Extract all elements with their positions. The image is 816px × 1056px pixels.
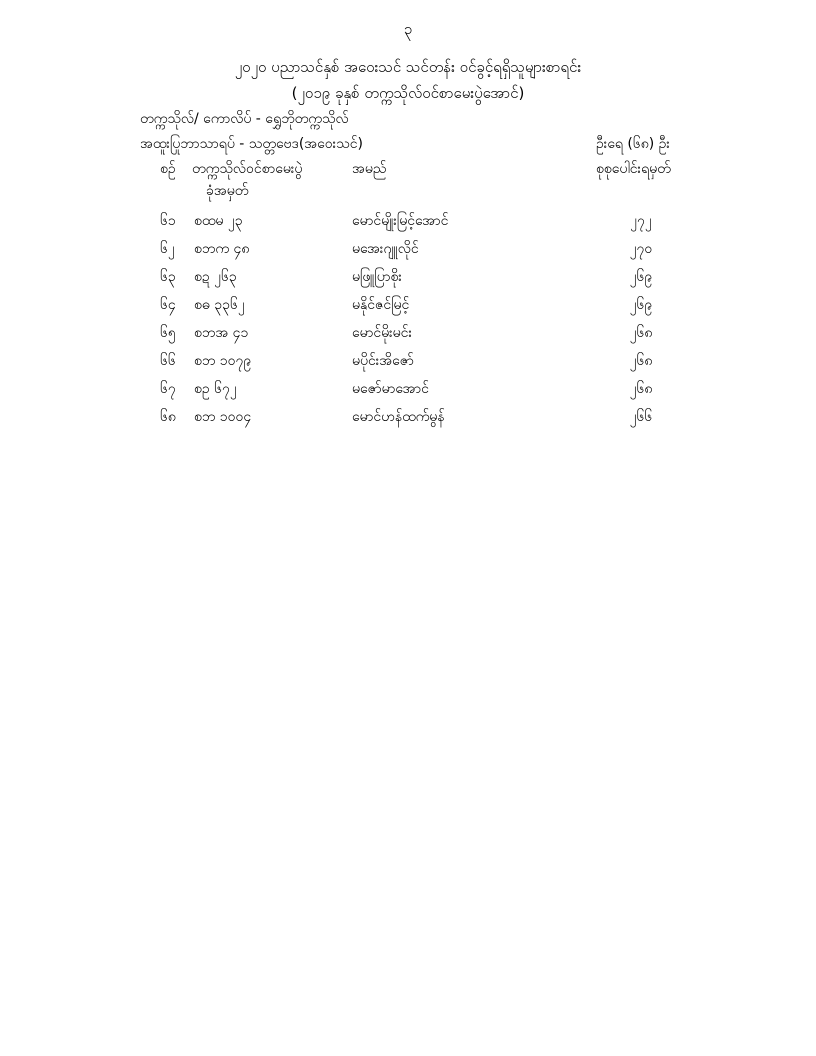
table-row [0, 212, 816, 238]
row-name: မပိုင်းအိဇော် [352, 353, 414, 369]
table-row [0, 268, 816, 294]
row-marks: ၂၆၈ [629, 381, 653, 397]
row-roll: စဓ ၃၃၆၂ [194, 297, 245, 313]
table-row [0, 408, 816, 434]
row-no: ၆၂ [160, 241, 175, 257]
row-roll: စဘအ ၄၁ [194, 325, 249, 341]
table-row [0, 380, 816, 406]
row-no: ၆၁ [160, 213, 176, 229]
university-line: တက္ကသိုလ်/ ကောလိပ် - ရွှေဘိုတက္ကသိုလ် [140, 111, 349, 127]
column-header-roll: တက္ကသိုလ်ဝင်စာမေးပွဲ [192, 161, 303, 177]
row-marks: ၂၆၉ [629, 269, 653, 285]
row-no: ၆၇ [160, 381, 176, 397]
document-title: ၂၀၂၀ ပညာသင်နှစ် အဝေးသင် သင်တန်း ဝင်ခွင့်ရရှိသူများစာရင်း [234, 58, 582, 76]
row-name: မဖြူပြာစိုး [352, 269, 402, 285]
row-no: ၆၈ [160, 409, 176, 425]
table-row [0, 296, 816, 322]
row-marks: ၂၇၂ [630, 213, 652, 229]
subject-line: အထူးပြုဘာသာရပ် - သတ္တဗေဒ(အဝေးသင်) [140, 136, 363, 152]
document-subtitle: (၂၀၁၉ ခုနှစ် တက္ကသိုလ်ဝင်စာမေးပွဲအောင်) [291, 84, 525, 102]
page-number: ၃ [403, 20, 413, 38]
column-header-marks: စုစုပေါင်းရမှတ် [596, 161, 671, 177]
table-row [0, 352, 816, 378]
column-header-no: စဉ် [160, 161, 176, 177]
column-header-roll-line2: ခုံအမှတ် [206, 183, 249, 199]
row-roll: စထမ ၂၃ [194, 213, 243, 229]
row-no: ၆၄ [160, 297, 176, 313]
row-roll: စဘက ၄၈ [194, 241, 250, 257]
row-name: မအေးဂျူလိုင် [352, 241, 419, 257]
row-name: မဇော်မာအောင် [352, 381, 429, 397]
row-no: ၆၃ [160, 269, 176, 285]
row-roll: စဍ ၂၆၃ [194, 269, 237, 285]
row-marks: ၂၆၈ [629, 325, 653, 341]
row-roll: စဘ ၁၀၇၉ [194, 353, 252, 369]
row-name: မောင်မိုးမင်း [352, 325, 412, 341]
row-name: မနိုင်ဇင်မြင့် [352, 297, 410, 313]
row-no: ၆၅ [160, 325, 176, 341]
row-roll: စဘ ၁၀၀၄ [194, 409, 252, 425]
row-marks: ၂၆၆ [629, 409, 653, 425]
row-no: ၆၆ [160, 353, 176, 369]
row-name: မောင်ဟန်ထက်မွန် [352, 409, 445, 425]
total-count: ဦးရေ (၆၈) ဦး [596, 136, 670, 152]
row-marks: ၂၆၉ [629, 297, 653, 313]
table-row [0, 324, 816, 350]
row-roll: စဥ ၆၇၂ [194, 381, 237, 397]
row-marks: ၂၇၀ [629, 241, 653, 257]
row-name: မောင်မျိုးမြင့်အောင် [352, 213, 449, 229]
column-header-name: အမည် [352, 161, 387, 177]
row-marks: ၂၆၈ [629, 353, 653, 369]
table-row [0, 240, 816, 266]
